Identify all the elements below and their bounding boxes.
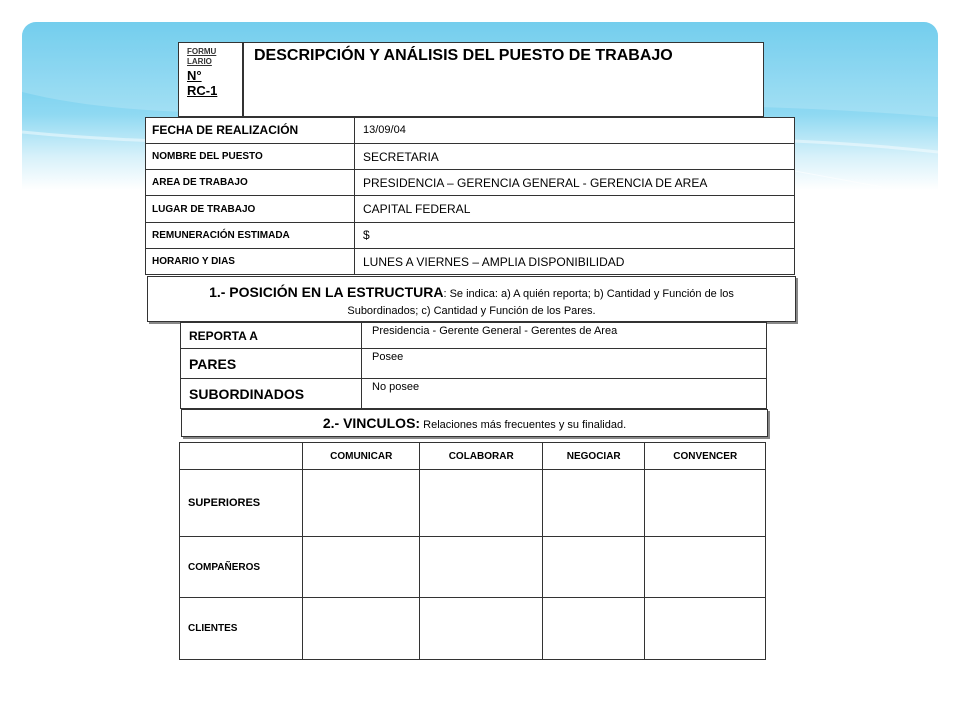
matrix-corner-cell	[180, 443, 303, 470]
info-row	[146, 249, 794, 274]
matrix-column-header: NEGOCIAR	[542, 443, 645, 470]
form-number-label: N°	[187, 68, 202, 83]
form-code-box	[178, 42, 243, 117]
info-row-value: SECRETARIA	[363, 149, 439, 164]
position-row-label: SUBORDINADOS	[181, 379, 362, 408]
position-row	[181, 379, 766, 408]
matrix-cell[interactable]	[420, 598, 542, 660]
matrix-cell[interactable]	[542, 598, 645, 660]
page-title: DESCRIPCIÓN Y ANÁLISIS DEL PUESTO DE TRABAJO	[254, 47, 673, 64]
info-row	[146, 196, 794, 222]
section1-desc-line1: : Se indica: a) A quién reporta; b) Cantidad y Función de los	[443, 288, 734, 300]
matrix-cell[interactable]	[645, 470, 766, 537]
matrix-row-label: CLIENTES	[180, 598, 303, 660]
matrix-row	[180, 470, 766, 537]
position-row-value: No posee	[372, 381, 420, 394]
matrix-cell[interactable]	[542, 536, 645, 598]
position-row	[181, 349, 766, 379]
info-row-value: 13/09/04	[363, 124, 406, 137]
matrix-cell[interactable]	[303, 470, 420, 537]
section2-heading: 2.- VINCULOS:	[322, 415, 421, 431]
section2-desc: Relaciones más frecuentes y su finalidad.	[420, 419, 627, 431]
matrix-cell[interactable]	[645, 536, 766, 598]
matrix-cell[interactable]	[420, 536, 542, 598]
matrix-cell[interactable]	[542, 470, 645, 537]
form-code-line2: LARIO	[187, 57, 212, 66]
info-row-label: FECHA DE REALIZACIÓN	[146, 118, 355, 143]
matrix-column-header: COLABORAR	[420, 443, 542, 470]
matrix-row	[180, 536, 766, 598]
info-table	[145, 117, 795, 275]
info-row-value: LUNES A VIERNES – AMPLIA DISPONIBILIDAD	[363, 254, 625, 269]
section1-box	[147, 276, 796, 322]
info-row-value: $	[363, 228, 370, 243]
form-code-line1: FORMU	[187, 47, 217, 56]
section2-box	[181, 409, 768, 437]
info-row	[146, 143, 794, 169]
matrix-column-header: COMUNICAR	[303, 443, 420, 470]
form-number-value: RC-1	[187, 83, 218, 98]
position-row	[181, 323, 766, 349]
info-row-label: LUGAR DE TRABAJO	[146, 196, 355, 222]
matrix-cell[interactable]	[420, 470, 542, 537]
matrix-row-label: SUPERIORES	[180, 470, 303, 537]
position-table-grid	[181, 323, 766, 408]
section1-text	[156, 284, 787, 319]
section1-desc-line2: Subordinados; c) Cantidad y Función de los Pares.	[347, 305, 596, 317]
position-table	[180, 322, 767, 409]
matrix-row-label: COMPAÑEROS	[180, 536, 303, 598]
info-row-label: REMUNERACIÓN ESTIMADA	[146, 222, 355, 248]
matrix-row	[180, 598, 766, 660]
info-row-label: AREA DE TRABAJO	[146, 170, 355, 196]
info-row	[146, 170, 794, 196]
matrix-cell[interactable]	[303, 598, 420, 660]
info-table-grid	[146, 118, 794, 274]
info-row-label: NOMBRE DEL PUESTO	[146, 143, 355, 169]
position-row-value: Posee	[372, 351, 404, 364]
position-row-label: PARES	[181, 349, 362, 379]
position-row-value: Presidencia - Gerente General - Gerentes de Area	[372, 325, 618, 337]
form-title-box	[243, 42, 764, 117]
position-row-label: REPORTA A	[181, 323, 362, 349]
matrix-cell[interactable]	[645, 598, 766, 660]
info-row-label: HORARIO Y DIAS	[146, 249, 355, 274]
relations-matrix-grid	[179, 442, 766, 660]
matrix-cell[interactable]	[303, 536, 420, 598]
matrix-column-header: CONVENCER	[645, 443, 766, 470]
info-row	[146, 118, 794, 143]
relations-matrix	[179, 442, 766, 660]
section1-heading: 1.- POSICIÓN EN LA ESTRUCTURA	[209, 284, 444, 300]
info-row-value: CAPITAL FEDERAL	[363, 202, 471, 217]
info-row-value: PRESIDENCIA – GERENCIA GENERAL - GERENCIA DE AREA	[363, 175, 708, 190]
info-row	[146, 222, 794, 248]
